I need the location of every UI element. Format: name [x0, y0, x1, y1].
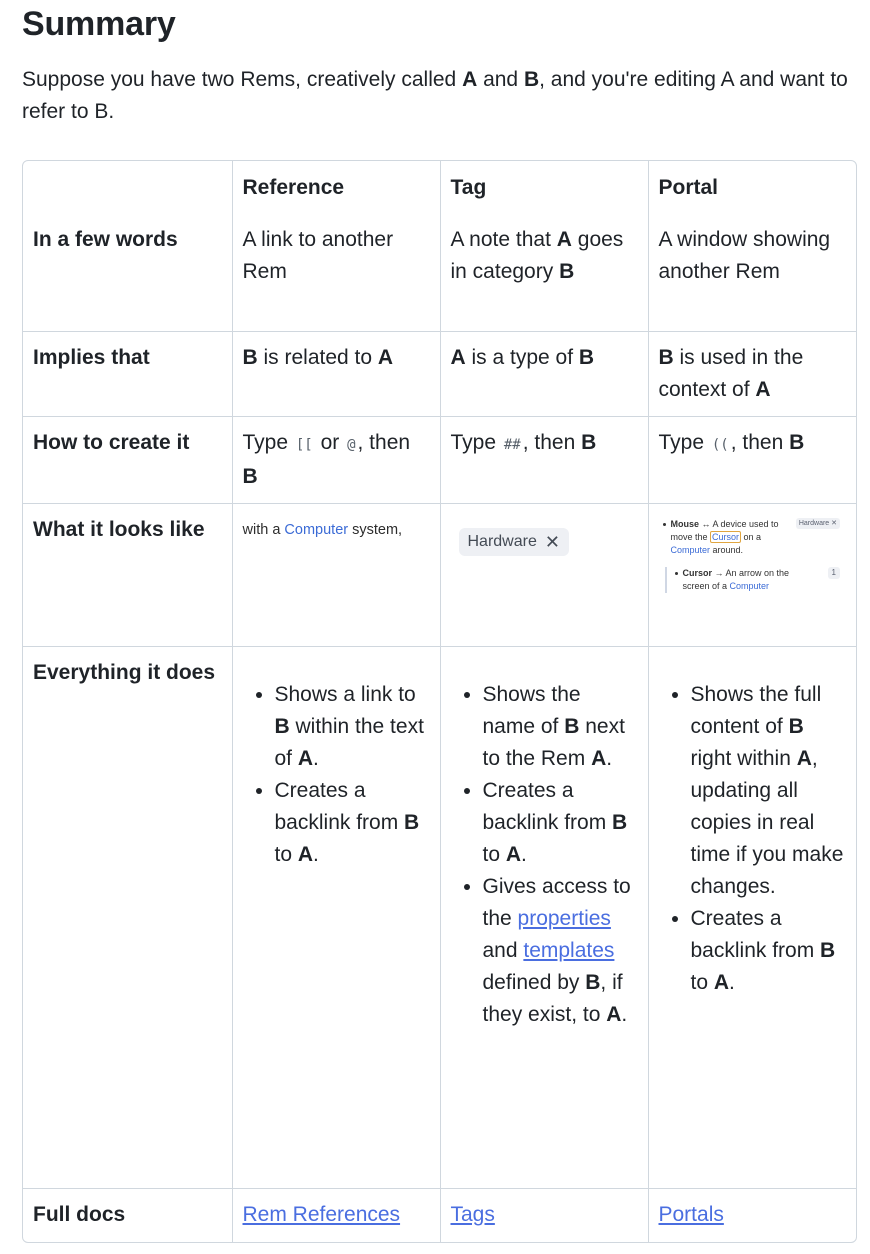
list-item	[691, 903, 847, 999]
cell-tag	[440, 214, 648, 331]
preview-text: around.	[710, 544, 744, 555]
cell-reference	[232, 331, 440, 416]
item-text: Creates a backlink from	[690, 906, 821, 962]
cell-portal	[648, 646, 856, 1188]
shortcut-code: ((	[711, 436, 729, 453]
header-portal: Portal	[658, 176, 719, 199]
cell-text: is related to	[257, 345, 378, 369]
rem-references-link[interactable]: Rem References	[242, 1202, 401, 1226]
list-item	[483, 775, 638, 871]
cell-text: , then	[730, 430, 790, 454]
preview-text: on a	[741, 531, 762, 542]
feature-list	[661, 679, 847, 999]
header-empty	[23, 161, 232, 214]
cell-portal-preview	[648, 503, 856, 646]
cell-text: is a type of	[465, 345, 579, 369]
preview-rem-link: Computer	[670, 544, 711, 555]
row-label: Full docs	[23, 1188, 232, 1242]
cell-portal	[648, 331, 856, 416]
item-text: and	[482, 938, 524, 962]
cell-portal	[648, 416, 856, 503]
properties-link[interactable]: properties	[517, 906, 611, 930]
cell-text: Type	[450, 430, 502, 454]
list-item	[691, 679, 847, 903]
bold-b: B	[404, 810, 420, 834]
summary-table	[23, 161, 856, 1242]
cell-tag	[440, 331, 648, 416]
item-text: within the text of	[274, 714, 424, 770]
list-item	[275, 775, 430, 871]
item-text: to	[482, 842, 506, 866]
tags-link[interactable]: Tags	[450, 1202, 495, 1226]
preview-rem-link: Computer	[729, 580, 770, 591]
table-row	[23, 331, 856, 416]
header-tag: Tag	[440, 161, 648, 214]
bold-b: B	[564, 714, 580, 738]
cell-text: A note that	[450, 228, 557, 251]
cell-text: goes in category	[450, 228, 624, 283]
preview-count-badge: 1	[828, 567, 840, 579]
cell-tag	[440, 1188, 648, 1242]
preview-cursor-row	[673, 567, 801, 593]
preview-rem-link: Computer	[284, 521, 349, 538]
bold-b: B	[820, 938, 836, 962]
bold-b: B	[581, 430, 597, 454]
table-row	[23, 646, 856, 1188]
preview-mouse-row	[661, 518, 791, 557]
bold-b: B	[612, 810, 628, 834]
item-text: Shows the name of	[482, 682, 581, 738]
item-text: to	[274, 842, 298, 866]
list-item	[483, 871, 638, 1031]
page-title: Summary	[22, 5, 176, 43]
intro-a: A	[462, 68, 478, 91]
bold-b: B	[788, 714, 804, 738]
item-text: , updating all copies in real time if you make changes.	[690, 746, 844, 898]
table-header-row	[23, 161, 856, 214]
preview-text: ↔ A device used to move the	[670, 518, 779, 542]
bold-a: A	[505, 842, 522, 866]
cell-tag	[440, 646, 648, 1188]
shortcut-code: [[	[295, 436, 313, 453]
item-text: .	[521, 842, 527, 866]
cell-portal	[648, 1188, 856, 1242]
cell-reference	[232, 646, 440, 1188]
preview-rem-link: Cursor	[712, 531, 740, 542]
intro-text: and	[477, 68, 524, 91]
bold-a: A	[377, 345, 394, 369]
item-text: .	[729, 970, 735, 994]
intro-paragraph	[22, 64, 856, 128]
bold-a: A	[591, 746, 607, 770]
item-text: Shows a link to	[274, 682, 416, 706]
preview-text: with a	[242, 521, 285, 538]
bold-a: A	[606, 1002, 622, 1026]
bold-b: B	[559, 260, 575, 283]
bold-a: A	[297, 746, 314, 770]
intro-b: B	[523, 68, 540, 91]
templates-link[interactable]: templates	[523, 938, 615, 962]
bold-a: A	[755, 377, 771, 401]
table-row	[23, 416, 856, 503]
cell-tag-preview	[440, 503, 648, 646]
row-label: Implies that	[23, 331, 232, 416]
feature-list	[245, 679, 430, 871]
cell-text: Type	[242, 430, 294, 454]
cell-text: Type	[658, 430, 710, 454]
bold-b: B	[242, 464, 258, 488]
summary-table-wrapper	[22, 160, 857, 1243]
bold-a: A	[297, 842, 314, 866]
item-text: , if they exist, to	[482, 970, 623, 1026]
shortcut-code: @	[347, 436, 356, 453]
intro-text: , and you're editing A and want to refer to B.	[22, 68, 848, 123]
header-reference: Reference	[232, 161, 440, 214]
bold-b: B	[585, 970, 601, 994]
cell-reference	[232, 416, 440, 503]
intro-text: Suppose you have two Rems, creatively called	[22, 68, 463, 91]
cell-text: , then	[357, 430, 411, 454]
bold-b: B	[274, 714, 290, 738]
preview-text: Mouse	[670, 518, 700, 529]
table-row	[23, 214, 856, 331]
preview-tag: Hardware ✕	[796, 518, 840, 529]
list-item	[483, 679, 638, 775]
row-label: What it looks like	[23, 503, 232, 646]
bold-b: B	[578, 345, 595, 369]
bold-a: A	[556, 228, 572, 251]
portal-preview	[661, 516, 847, 618]
bold-b: B	[242, 345, 258, 369]
item-text: .	[313, 842, 319, 866]
item-text: Creates a backlink from	[274, 778, 405, 834]
table-row	[23, 1188, 856, 1242]
list-item	[275, 679, 430, 775]
cell-reference	[232, 1188, 440, 1242]
item-text: .	[606, 746, 613, 770]
preview-text: → An arrow on the screen of a	[682, 567, 790, 591]
cell-reference-preview	[232, 503, 440, 646]
bold-b: B	[789, 430, 805, 454]
table-row	[23, 503, 856, 646]
shortcut-code: ##	[503, 436, 521, 453]
item-text: defined by	[482, 970, 586, 994]
cell-portal: A window showing another Rem	[648, 214, 856, 331]
bold-a: A	[713, 970, 730, 994]
preview-portal-box	[665, 567, 847, 593]
item-text: to	[690, 970, 714, 994]
item-text: .	[313, 746, 319, 770]
row-label: In a few words	[23, 214, 232, 331]
cell-text: is used in the context of	[658, 345, 804, 401]
item-text: Shows the full content of	[690, 682, 822, 738]
bold-b: B	[658, 345, 674, 369]
bold-a: A	[796, 746, 812, 770]
row-label: Everything it does	[23, 646, 232, 1188]
item-text: Gives access to the	[482, 874, 631, 930]
cell-reference: A link to another Rem	[232, 214, 440, 331]
cell-tag	[440, 416, 648, 503]
portals-link[interactable]: Portals	[658, 1202, 724, 1226]
item-text: right within	[690, 746, 797, 770]
cell-text: or	[314, 430, 346, 454]
preview-text: system,	[348, 521, 403, 538]
row-label: How to create it	[23, 416, 232, 503]
reference-preview	[243, 514, 430, 540]
cell-text: , then	[522, 430, 582, 454]
item-text: .	[621, 1002, 628, 1026]
close-icon: ✕	[544, 531, 560, 552]
bold-a: A	[450, 345, 466, 369]
feature-list	[453, 679, 638, 1031]
item-text: next to the Rem	[482, 714, 625, 770]
tag-preview-pill	[459, 528, 569, 556]
tag-preview-label: Hardware	[467, 532, 537, 550]
item-text: Creates a backlink from	[482, 778, 613, 834]
preview-text: Cursor	[682, 567, 713, 578]
